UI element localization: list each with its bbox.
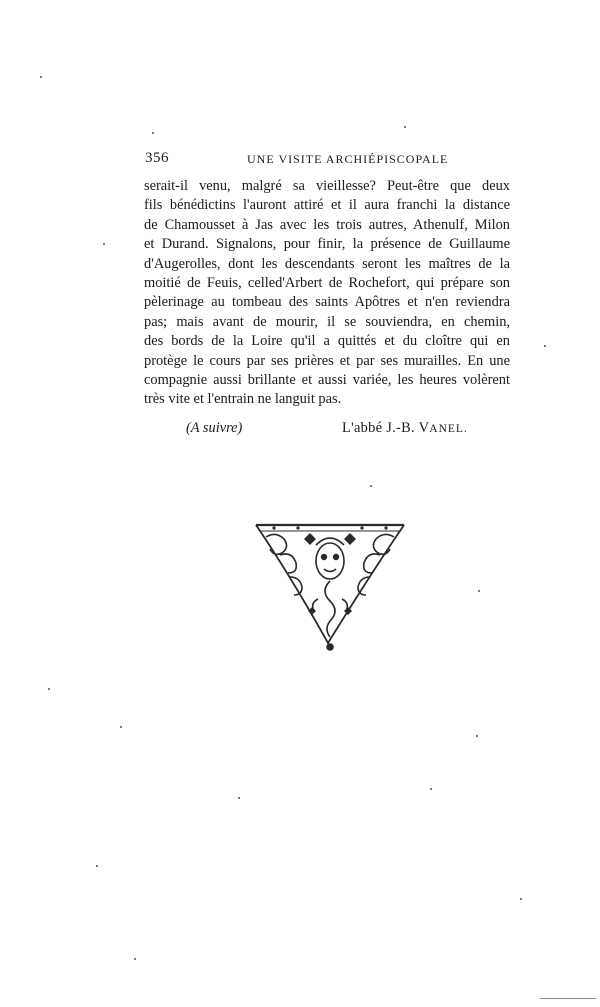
paper-speck [430,788,432,790]
author-name-smallcaps: ANEL. [429,423,468,435]
paper-speck [370,485,372,487]
text-line: de Chamousset à Jas avec les trois autres, Athenulf, Milon [144,216,510,233]
paper-speck [544,345,546,347]
page-number: 356 [145,150,169,166]
running-head [145,150,507,172]
paper-speck [103,243,105,245]
author-name: L'abbé J.-B. V [342,420,430,436]
body-paragraph [144,177,510,410]
text-line: pas; mais avant de mourir, il se souviendra, en chemin, [144,313,510,330]
floral-tailpiece-icon [250,515,410,655]
text-line: compagnie aussi brillante et aussi variée, les heures volèrent [144,372,510,389]
paper-speck [238,797,240,799]
to-be-continued-note: (A suivre) [186,420,243,436]
paper-speck [152,132,154,134]
paper-speck [478,590,480,592]
paper-speck [134,958,136,960]
author-signature [342,420,468,437]
text-line: très vite et l'entrain ne languit pas. [144,391,342,408]
text-line: pèlerinage au tombeau des saints Apôtres et n'en reviendra [144,294,510,311]
text-line: serait-il venu, malgré sa vieillesse? Peut-être que deux [144,178,510,194]
paper-speck [40,76,42,78]
text-line: des bords de la Loire qu'il a quittés et du cloître qui en [144,333,510,350]
text-line: moitié de Feuis, celled'Arbert de Rochefort, qui prépare son [144,275,510,292]
paper-speck [96,865,98,867]
running-title: UNE VISITE ARCHIÉPISCOPALE [247,152,449,166]
text-line: d'Augerolles, dont les descendants seront les maîtres de la [144,255,510,272]
text-line: et Durand. Signalons, pour finir, la présence de Guillaume [144,236,510,253]
paper-speck [476,735,478,737]
paper-speck [404,126,406,128]
bottom-edge-rule [540,998,596,999]
signature-row [144,420,510,442]
paper-speck [120,726,122,728]
paper-speck [48,688,50,690]
paper-speck [520,898,522,900]
text-line: fils bénédictins l'auront attiré et il aura franchi la distance [144,197,510,214]
text-line: protège le cours par ses prières et par ses murailles. En une [144,352,510,369]
